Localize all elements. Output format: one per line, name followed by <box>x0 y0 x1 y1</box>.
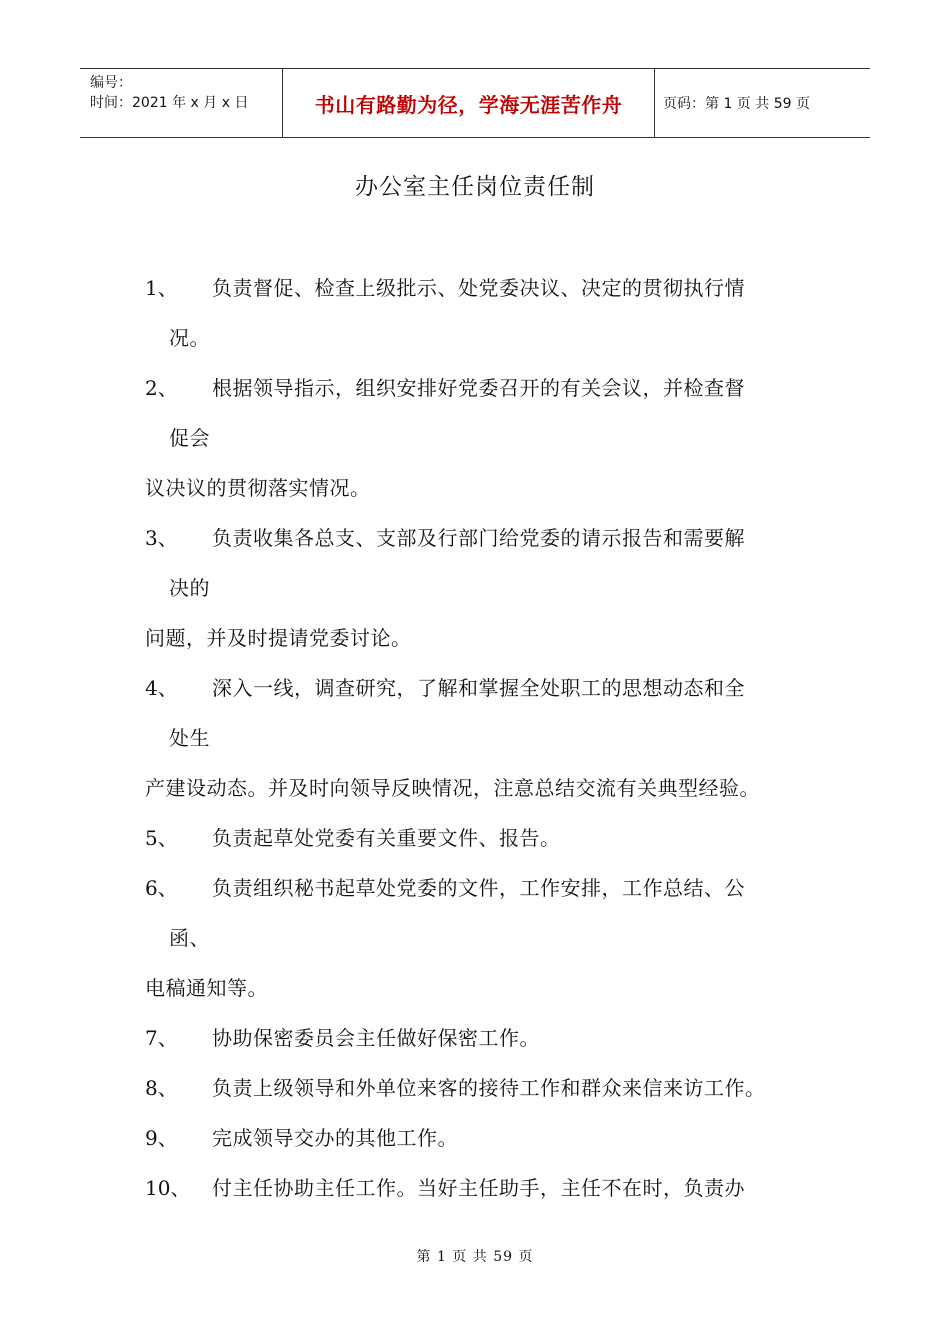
number-label: 编号： <box>90 75 132 91</box>
item-text: 负责起草处党委有关重要文件、报告。 <box>212 826 561 850</box>
item-text: 协助保密委员会主任做好保密工作。 <box>212 1026 540 1050</box>
item-wrap-line: 电稿通知等。 <box>145 976 268 1000</box>
header-meta <box>80 69 282 137</box>
item-wrap-line: 问题，并及时提请党委讨论。 <box>145 626 412 650</box>
time-label: 时间：2021 年 x 月 x 日 <box>90 95 249 111</box>
item-continuation: 促会 <box>169 426 210 450</box>
item-wrap-line: 产建设动态。并及时向领导反映情况，注意总结交流有关典型经验。 <box>145 776 760 800</box>
item-number: 3、 <box>145 526 178 550</box>
item-number: 8、 <box>145 1076 178 1100</box>
item-number: 9、 <box>145 1126 178 1150</box>
header-motto: 书山有路勤为径，学海无涯苦作舟 <box>282 69 655 137</box>
item-continuation: 函、 <box>169 926 210 950</box>
item-text: 负责收集各总支、支部及行部门给党委的请示报告和需要解 <box>212 526 745 550</box>
item-continuation: 况。 <box>169 326 210 350</box>
item-number: 5、 <box>145 826 178 850</box>
item-text: 负责上级领导和外单位来客的接待工作和群众来信来访工作。 <box>212 1076 766 1100</box>
item-text: 负责督促、检查上级批示、处党委决议、决定的贯彻执行情 <box>212 276 745 300</box>
page-footer: 第 1 页 共 59 页 <box>416 1249 534 1265</box>
item-number: 2、 <box>145 376 178 400</box>
item-text: 负责组织秘书起草处党委的文件，工作安排，工作总结、公 <box>212 876 745 900</box>
document-header <box>80 68 870 138</box>
item-text: 付主任协助主任工作。当好主任助手，主任不在时，负责办 <box>212 1176 745 1200</box>
item-text: 完成领导交办的其他工作。 <box>212 1126 458 1150</box>
item-number: 7、 <box>145 1026 178 1050</box>
header-page-info: 页码：第 1 页 共 59 页 <box>663 96 810 112</box>
item-number: 6、 <box>145 876 178 900</box>
item-number: 10、 <box>145 1176 191 1200</box>
item-continuation: 处生 <box>169 726 210 750</box>
item-number: 4、 <box>145 676 178 700</box>
item-number: 1、 <box>145 276 178 300</box>
item-text: 根据领导指示，组织安排好党委召开的有关会议，并检查督 <box>212 376 745 400</box>
page-title: 办公室主任岗位责任制 <box>355 174 595 200</box>
item-wrap-line: 议决议的贯彻落实情况。 <box>145 476 371 500</box>
item-continuation: 决的 <box>169 576 210 600</box>
item-text: 深入一线，调查研究，了解和掌握全处职工的思想动态和全 <box>212 676 745 700</box>
